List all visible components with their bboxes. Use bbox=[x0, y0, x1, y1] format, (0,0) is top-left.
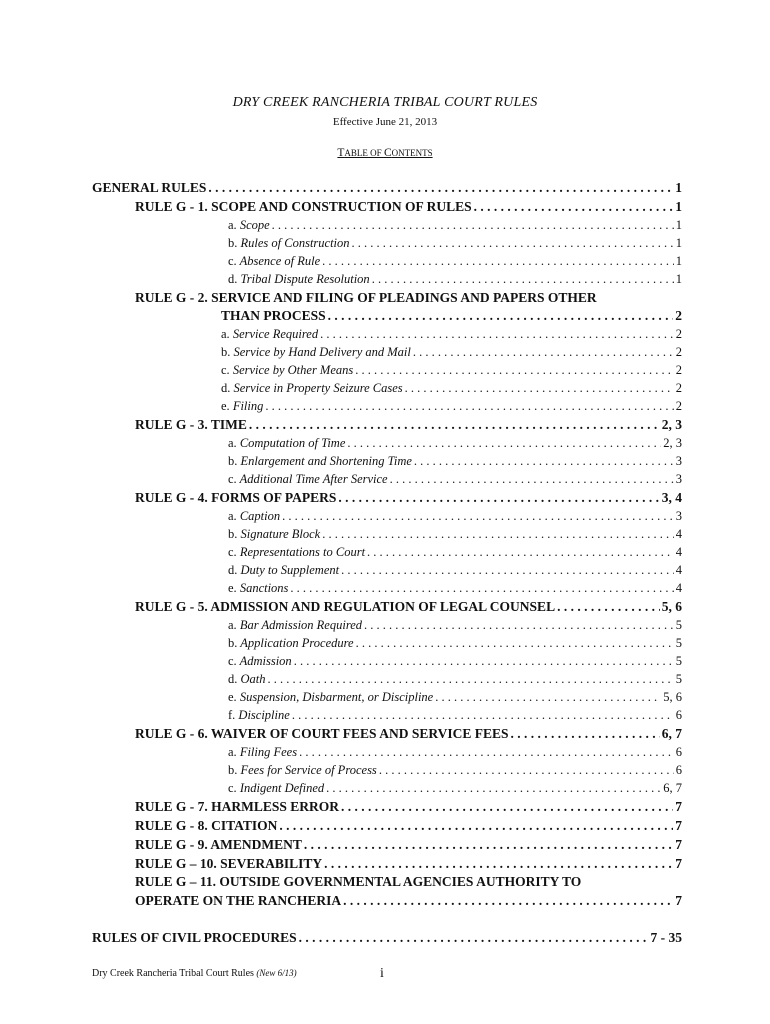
toc-entry-rule-g8: RULE G - 8. CITATION . . . 7 bbox=[135, 818, 682, 834]
toc-entry-g6b: b. Fees for Service of Process . . . 6 bbox=[228, 763, 682, 778]
toc-entry-rule-g3: RULE G - 3. TIME . . . 2, 3 bbox=[135, 417, 682, 433]
toc-entry-g5d: d. Oath . . . 5 bbox=[228, 672, 682, 687]
toc-entry-g1b: b. Rules of Construction . . . 1 bbox=[228, 236, 682, 251]
toc-entry-g5c: c. Admission . . . 5 bbox=[228, 654, 682, 669]
toc-entry-g5f: f. Discipline . . . 6 bbox=[228, 708, 682, 723]
toc-entry-g5e: e. Suspension, Disbarment, or Discipline . . . 5, 6 bbox=[228, 690, 682, 705]
toc-entry-g4c: c. Representations to Court . . . 4 bbox=[228, 545, 682, 560]
page-number: i bbox=[380, 966, 384, 981]
toc-entry-g1d: d. Tribal Dispute Resolution . . . 1 bbox=[228, 272, 682, 287]
toc-entry-rule-g2-line1: RULE G - 2. SERVICE AND FILING OF PLEADINGS AND PAPERS OTHER bbox=[135, 290, 597, 305]
toc-heading: TABLE OF CONTENTS bbox=[337, 147, 433, 159]
toc-entry-g1c: c. Absence of Rule . . . 1 bbox=[228, 254, 682, 269]
toc-entry-rule-g11: OPERATE ON THE RANCHERIA . . . 7 bbox=[135, 893, 682, 909]
toc-entry-g4e: e. Sanctions . . . 4 bbox=[228, 581, 682, 596]
toc-entry-rule-g6: RULE G - 6. WAIVER OF COURT FEES AND SERVICE FEES . . . 6, 7 bbox=[135, 726, 682, 742]
toc-entry-g6c: c. Indigent Defined . . . 6, 7 bbox=[228, 781, 682, 796]
toc-entry-g2a: a. Service Required . . . 2 bbox=[221, 327, 682, 342]
toc-entry-rule-g7: RULE G - 7. HARMLESS ERROR . . . 7 bbox=[135, 799, 682, 815]
toc-entry-g4b: b. Signature Block . . . 4 bbox=[228, 527, 682, 542]
page-footer: Dry Creek Rancheria Tribal Court Rules (New 6/13) bbox=[92, 968, 297, 979]
toc-entry-g5a: a. Bar Admission Required . . . 5 bbox=[228, 618, 682, 633]
toc-entry-g2e: e. Filing . . . 2 bbox=[221, 399, 682, 414]
toc-entry-g5b: b. Application Procedure . . . 5 bbox=[228, 636, 682, 651]
toc-entry-g4d: d. Duty to Supplement . . . 4 bbox=[228, 563, 682, 578]
toc-entry-rule-g5: RULE G - 5. ADMISSION AND REGULATION OF LEGAL COUNSEL . . . 5, 6 bbox=[135, 599, 682, 615]
toc-entry-g4a: a. Caption . . . 3 bbox=[228, 509, 682, 524]
toc-entry-g1a: a. Scope . . . 1 bbox=[228, 218, 682, 233]
toc-entry-rule-g1: RULE G - 1. SCOPE AND CONSTRUCTION OF RULES . . . 1 bbox=[135, 199, 682, 215]
toc-entry-rule-g10: RULE G – 10. SEVERABILITY . . . 7 bbox=[135, 856, 682, 872]
toc-entry-g2c: c. Service by Other Means . . . 2 bbox=[221, 363, 682, 378]
toc-entry-rule-g9: RULE G - 9. AMENDMENT . . . 7 bbox=[135, 837, 682, 853]
toc-entry-g2d: d. Service in Property Seizure Cases . . . 2 bbox=[221, 381, 682, 396]
toc-entry-g3a: a. Computation of Time . . . 2, 3 bbox=[228, 436, 682, 451]
toc-entry-g6a: a. Filing Fees . . . 6 bbox=[228, 745, 682, 760]
document-title: DRY CREEK RANCHERIA TRIBAL COURT RULES bbox=[232, 95, 538, 110]
toc-entry-rule-g2: THAN PROCESS . . . 2 bbox=[221, 308, 682, 324]
effective-date: Effective June 21, 2013 bbox=[332, 116, 438, 128]
toc-entry-rule-g11-line1: RULE G – 11. OUTSIDE GOVERNMENTAL AGENCIES AUTHORITY TO bbox=[135, 874, 582, 889]
toc-entry-civil-procedures: RULES OF CIVIL PROCEDURES . . . 7 - 35 bbox=[92, 930, 682, 946]
toc-entry-general-rules: GENERAL RULES . . . 1 bbox=[92, 180, 682, 196]
toc-entry-rule-g4: RULE G - 4. FORMS OF PAPERS . . . 3, 4 bbox=[135, 490, 682, 506]
toc-entry-g3c: c. Additional Time After Service . . . 3 bbox=[228, 472, 682, 487]
toc-entry-g2b: b. Service by Hand Delivery and Mail . . . 2 bbox=[221, 345, 682, 360]
toc-entry-g3b: b. Enlargement and Shortening Time . . . 3 bbox=[228, 454, 682, 469]
